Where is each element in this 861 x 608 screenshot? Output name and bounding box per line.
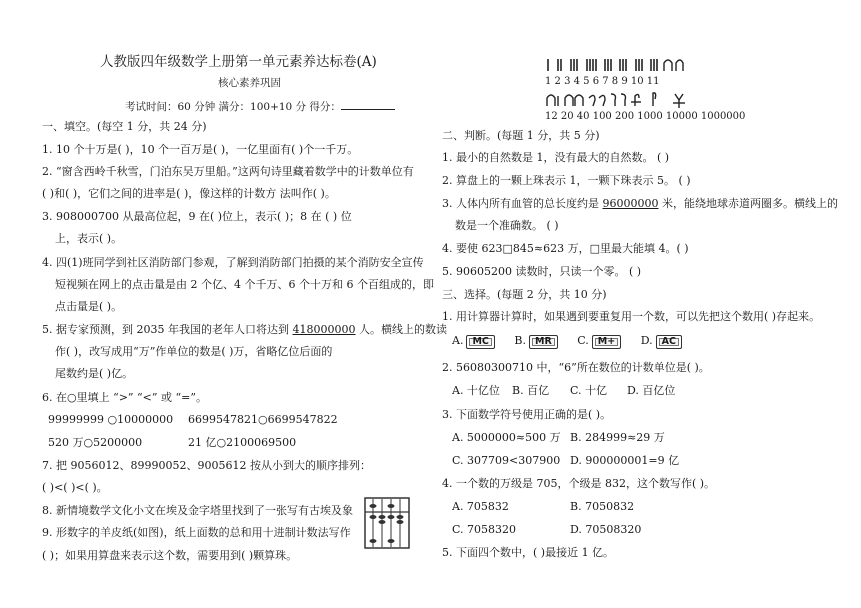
exam-info (125, 98, 395, 114)
judge-2: 2. 算盘上的一颗上珠表示 1，一颗下珠表示 5。 ( ) (442, 174, 691, 187)
option-a-label: A. (452, 334, 464, 347)
page-title: 人教版四年级数学上册第一单元素养达标卷(A) (100, 54, 377, 70)
egyptian-hieroglyph-icon (545, 90, 695, 110)
choice-2-option-c: C. 十亿 (570, 384, 608, 397)
question-5-line3: 尾数约是( )亿。 (55, 367, 134, 380)
egyptian-row2-values: 12 20 40 100 200 1000 10000 1000000 (545, 111, 746, 122)
judge-3-line2: 数是一个准确数。 ( ) (455, 219, 559, 232)
section-choice-title: 三、选择。(每题 2 分，共 10 分) (442, 288, 607, 301)
question-6: 6. 在○里填上 “>” “<” 或 “=”。 (42, 391, 207, 404)
option-d-label: D. (640, 334, 653, 347)
question-1: 1. 10 个十万是( )，10 个一百万是( )，一亿里面有( )个一千万。 (42, 143, 359, 156)
choice-4-option-d: D. 70508320 (570, 523, 642, 536)
question-4-line3: 点击量是( )。 (55, 300, 123, 313)
choice-1-options (452, 334, 682, 349)
choice-4-option-c: C. 7058320 (452, 523, 517, 536)
m-plus-key[interactable]: M+ (592, 335, 621, 349)
score-blank[interactable] (341, 98, 395, 110)
compare-1: 99999999 ○10000000 (48, 413, 174, 426)
question-4-line1: 4. 四(1)班同学到社区消防部门参观，了解到消防部门拍摄的某个消防安全宣传 (42, 256, 424, 269)
question-8: 8. 新情境数学文化小文在埃及金字塔里找到了一张写有古埃及象 (42, 504, 353, 517)
judge-1: 1. 最小的自然数是 1，没有最大的自然数。 ( ) (442, 151, 670, 164)
question-7-blanks: ( )<( )<( )。 (42, 481, 108, 494)
judge-5: 5. 90605200 读数时，只读一个零。 ( ) (442, 265, 642, 278)
egyptian-strokes-icon (545, 57, 685, 73)
compare-4: 21 亿○2100069500 (188, 436, 297, 449)
question-2-line2: ( )和( )，它们之间的进率是( )，像这样的计数方 法叫作( )。 (42, 187, 336, 200)
choice-3-option-a: A. 5000000≈500 万 (452, 431, 561, 444)
section-fill-in-title: 一、填空。(每空 1 分，共 24 分) (42, 120, 207, 133)
choice-2-option-a: A. 十亿位 (452, 384, 500, 397)
option-b-label: B. (514, 334, 526, 347)
choice-1: 1. 用计算器计算时，如果遇到要重复用一个数，可以先把这个数用( )存起来。 (442, 310, 821, 323)
egyptian-row1-values: 1 2 3 4 5 6 7 8 9 10 11 (545, 76, 660, 87)
question-3-line2: 上，表示( )。 (55, 232, 123, 245)
choice-3-option-c: C. 307709<307900 (452, 454, 561, 467)
judge-3-line1 (442, 197, 838, 211)
choice-3: 3. 下面数学符号使用正确的是( )。 (442, 408, 612, 421)
choice-2-option-b: B. 百亿 (512, 384, 550, 397)
question-9-line2: ( )；如果用算盘来表示这个数，需要用到( )颗算珠。 (42, 549, 298, 562)
exam-info-text: 考试时间：60 分钟 满分：100+10 分 得分： (125, 101, 341, 113)
choice-3-option-b: B. 284999≈29 万 (570, 431, 665, 444)
option-c-label: C. (577, 334, 589, 347)
section-judge-title: 二、判断。(每题 1 分，共 5 分) (442, 129, 600, 142)
mr-key[interactable]: MR (529, 335, 558, 349)
judge-3-post: 米，能绕地球赤道两圈多。横线上的 (658, 197, 838, 210)
page-subtitle: 核心素养巩固 (218, 77, 281, 89)
question-3-line1: 3. 908000700 从最高位起，9 在( )位上，表示( )；8 在 ( ) 位 (42, 210, 352, 223)
compare-3: 520 万○5200000 (48, 436, 143, 449)
judge-3-pre: 3. 人体内所有血管的总长度约是 (442, 197, 603, 210)
choice-4: 4. 一个数的万级是 705，个级是 832，这个数写作( )。 (442, 477, 716, 490)
choice-3-option-d: D. 900000001=9 亿 (570, 454, 680, 467)
ac-key[interactable]: AC (656, 335, 682, 349)
choice-4-option-a: A. 705832 (452, 500, 509, 513)
choice-4-option-b: B. 7050832 (570, 500, 635, 513)
question-5-post: 人。横线上的数读 (355, 323, 447, 336)
question-9-line1: 9. 形数字的羊皮纸(如图)，纸上面数的总和用十进制计数法写作 (42, 526, 351, 539)
judge-3-number: 96000000 (602, 197, 659, 210)
compare-2: 6699547821○6699547822 (188, 413, 338, 426)
judge-4: 4. 要使 623□845≈623 万，□里最大能填 4。( ) (442, 242, 689, 255)
question-4-line2: 短视频在网上的点击量是由 2 个亿、4 个千万、6 个十万和 6 个百组成的，即 (55, 278, 434, 291)
choice-5: 5. 下面四个数中，( )最接近 1 亿。 (442, 546, 615, 559)
mc-key[interactable]: MC (466, 335, 494, 349)
question-5-line2: 作( )，改写成用“万”作单位的数是( )万，省略亿位后面的 (55, 345, 333, 358)
egyptian-glyph-row1 (545, 57, 685, 77)
choice-2: 2. 56080300710 中，“6”所在数位的计数单位是( )。 (442, 361, 710, 374)
choice-2-option-d: D. 百亿位 (627, 384, 676, 397)
abacus-icon (364, 497, 410, 549)
question-2-line1: 2. “窗含西岭千秋雪，门泊东吴万里船。”这两句诗里藏着数学中的计数单位有 (42, 165, 414, 178)
question-7: 7. 把 9056012、89990052、9005612 按从小到大的顺序排列： (42, 459, 371, 472)
question-5-pre: 5. 据专家预测，到 2035 年我国的老年人口将达到 (42, 323, 293, 336)
question-5-number: 418000000 (292, 323, 356, 336)
question-5-line1 (42, 323, 447, 337)
